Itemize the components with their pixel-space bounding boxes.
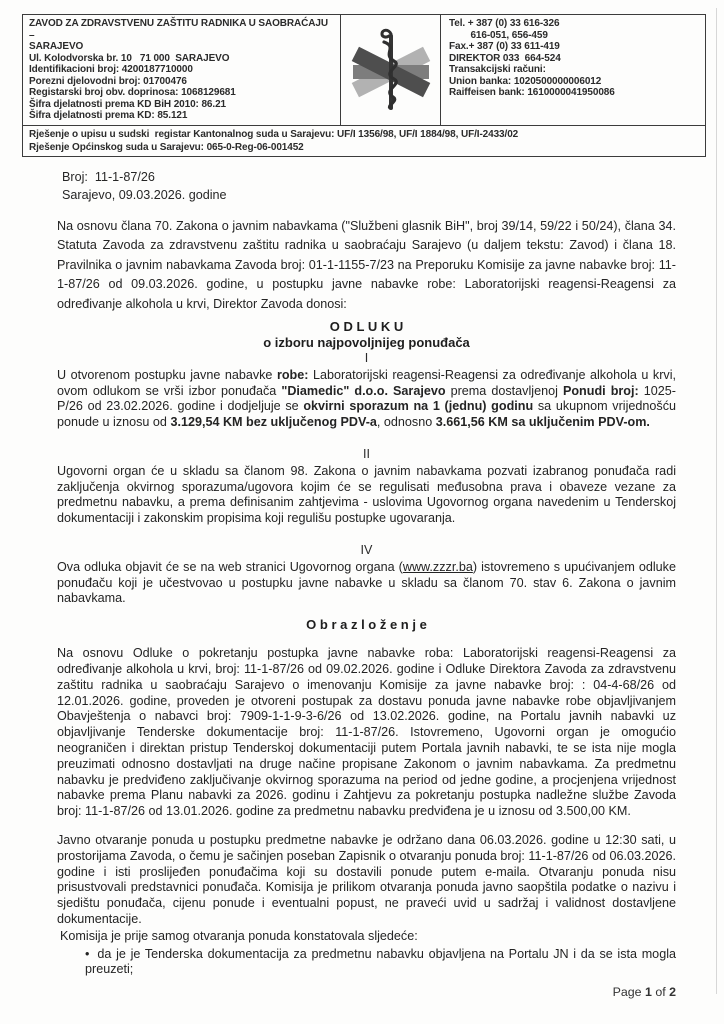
contact-info-line: Fax.+ 387 (0) 33 611-419 (449, 41, 560, 52)
paragraph-line: Komisija je prije samog otvaranja ponuda konstatovala sljedeće: (60, 928, 418, 943)
org-info-line: Porezni djelovodni broj: 01700476 (29, 75, 187, 87)
org-info-line: Šifra djelatnosti prema KD BiH 2010: 86.21 (29, 98, 226, 110)
org-info (23, 15, 341, 125)
document-meta (62, 168, 676, 205)
text-run: , odnosno (376, 415, 436, 430)
text-run: 2 (669, 985, 676, 999)
bullet-marker: • (85, 946, 90, 961)
text-run: "Diamedic" d.o.o. Sarajevo (281, 383, 446, 398)
contact-info-line: 616-051, 656-459 (449, 29, 548, 41)
text-run: Na osnovu Odluke o pokretanju postupka javne nabavke roba: Laboratorijski reagensi-Reagensi za određivanje alkohola u krvi, broj: 11-1-87/26 od 09.02.2026. godine i Odluke Direktora Zavoda za zdravstvenu zaštitu radnika u saobraćaju Sarajevo o imenovanju Komisije za javne nabavke broj: : 04-4-68/26 od 12.01.2026. godine, proveden je otvoreni postupak za dostavu ponuda javne nabavke robe objavljivanjem Obavještenja o nabavci broj: 7909-1-1-9-3-6/26 od 13.02.2026. godine, na Portalu javnih nabavki uz objavljivanje Tenderske dokumentacije broj: 11-1-87/26. Istovremeno, Ugovorni organ je omogućio neograničen i direktan pristup Tenderskoj dokumentaciji putem Portala javnih nabavki, te se ista nije mogla preuzimati odnosno dostavljati na druge načine propisane Zakonom o javnim nabavkama. Za predmetnu nabavku je predviđeno zaključivanje okvirnog sporazuma na period od jedne godine, a procjenjena vrijednost nabavke prema Planu nabavki za 2026. godinu i Zahtjevu za pokretanju postupka nadležne službe Zavoda broj: 11-1-87/26 od 13.01.2026. godine za predmetnu nabavku predviđena je u iznosu od 3.500,00 KM. (57, 646, 676, 819)
decision-subtitle: o izboru najpovoljnijeg ponuđača (263, 335, 470, 350)
bullet-item (85, 947, 676, 979)
org-info-line: Šifra djelatnosti prema KD: 85.121 (29, 110, 188, 121)
asclepius-logo-icon (350, 28, 432, 112)
decision-title: O D L U K U (329, 319, 404, 334)
letterhead-top-row (23, 15, 705, 126)
contact-info (441, 15, 705, 125)
paragraph (57, 646, 676, 820)
text-run: 1 (644, 985, 652, 999)
text-run: of (651, 985, 670, 999)
text-run: robe: (276, 367, 309, 382)
text-run: 3.661,56 KM sa uključenim PDV-om. (435, 415, 650, 430)
section-number: II (363, 446, 370, 461)
text-run: Javno otvaranje ponuda u postupku predmetne nabavke je održano dana 06.03.2026. godine u 12:30 sati, u prostorijama Zavoda, o čemu je sačinjen poseban Zapisnik o otvaranju ponuda broj: 11-1-87/26 od 06.03.2026. godine i isti proslijeđen ponuđačima koji su dostavili ponude putem e-maila. Otvaranju ponuda nisu prisustvovali predstavnici ponuđača. Komisija je prilikom otvaranja ponuda javno saopštila podatke o nazivu i sjedištu ponuđača, cijenu ponude i eventualni popust, ne praveći uvid u sadržaj i validnost dostavljene dokumentacije. (57, 832, 676, 926)
registry-line: Rješenje Općinskog suda u Sarajevu: 065-0-Reg-06-001452 (29, 141, 304, 153)
text-run: Page (612, 985, 645, 999)
text-run: sa ukupnom vrijednošću ponude u iznosu od (57, 399, 677, 430)
document-body (57, 217, 676, 979)
org-info-line: Identifikacioni broj: 4200187710000 (29, 64, 193, 75)
registry-info (23, 126, 705, 156)
section-number: IV (360, 542, 373, 557)
text-run: 1025-P/26 od 23.02.2026. godine i dodjeljuje se (57, 383, 676, 414)
text-run: U otvorenom postupku javne nabavke (57, 367, 277, 382)
text-run: Na osnovu člana 70. Zakona o javnim nabavkama ("Službeni glasnik BiH", broj 39/14, 59/22 i 50/24), člana 34. Statuta Zavoda za zdravstvenu zaštitu radnika u saobraćaju Sarajevo (u daljem tekstu: Zavod) i člana 18. Pravilnika o javnim nabavkama Zavoda broj: 01-1-1155-7/23 na Preporuku Komisije za javne nabavke broj: 11-1-87/26 od 09.03.2026. godine, u postupku javne nabavke robe: Laboratorijski reagensi-Reagensi za određivanje alkohola u krvi, Direktor Zavoda donosi: (57, 218, 676, 311)
paragraph (57, 368, 676, 431)
text-run: Ova odluka objavit će se na web stranici Ugovornog organa ( (57, 559, 403, 574)
paragraph (57, 560, 676, 607)
document-number: Broj: 11-1-87/26 (62, 169, 155, 184)
paragraph (57, 464, 676, 527)
text-run: okvirni sporazum na 1 (jednu) godinu (303, 399, 534, 414)
text-run: Laboratorijski reagensi-Reagensi za određivanje alkohola u krvi, ovom odlukom se vrši izbor ponuđača (57, 367, 676, 398)
org-info-line: ZAVOD ZA ZDRAVSTVENU ZAŠTITU RADNIKA U SAOBRAĆAJU – (29, 18, 331, 41)
section-number: I (364, 351, 369, 365)
text-run: prema dostavljenoj (445, 383, 563, 398)
registry-line: Rješenje o upisu u sudski registar Kantonalnog suda u Sarajevu: UF/I 1356/98, UF/I 1884/98, UF/I-2433/02 (29, 128, 519, 140)
text-run: Ugovorni organ će u skladu sa članom 98. Zakona o javnim nabavkama pozvati izabranog ponuđača radi zaključenja okvirnog sporazuma/ugovora kojim će se regulisati međusobna prava i obaveze vezane za predmetnu nabavku, a prema definisanim zahtjevima - uslovima Ugovornog organa navedenim u Tenderskoj dokumentaciji i zakonskim propisima koji regulišu postupke ugovaranja. (57, 463, 676, 526)
scan-artifact (716, 8, 718, 994)
contact-info-line: Union banka: 1020500000006012 (449, 75, 602, 87)
text-run: Ponudi broj: (562, 383, 639, 398)
contact-info-line: DIREKTOR 033 664-524 (449, 52, 561, 64)
org-info-line: Registarski broj obv. doprinosa: 1068129681 (29, 87, 236, 98)
paragraph (57, 217, 676, 315)
place-date: Sarajevo, 09.03.2026. godine (62, 188, 227, 202)
text-run: ) istovremeno s upućivanjem odluke ponuđaču koji je učestvovao u postupku javne nabavke u skladu sa članom 70. stav 6. Zakona o javnim nabavkama. (57, 559, 676, 606)
website-url: www.zzzr.ba (402, 559, 473, 574)
org-info-line: Ul. Kolodvorska br. 10 71 000 SARAJEVO (29, 52, 230, 64)
paragraph (57, 833, 676, 928)
letterhead (22, 14, 706, 157)
contact-info-line: Raiffeisen bank: 1610000041950086 (449, 87, 615, 98)
page-number (613, 985, 676, 999)
contact-info-line: Transakcijski računi: (449, 64, 546, 75)
org-info-line: SARAJEVO (29, 41, 84, 52)
org-logo-cell (341, 15, 441, 125)
explanation-heading: O b r a z l o ž e n j e (306, 617, 427, 633)
contact-info-line: Tel. + 387 (0) 33 616-326 (449, 18, 560, 29)
text-run: da je je Tenderska dokumentacija za predmetnu nabavku objavljena na Portalu JN i da se ista mogla preuzeti; (85, 946, 676, 977)
text-run: 3.129,54 KM bez uključenog PDV-a (170, 415, 377, 430)
